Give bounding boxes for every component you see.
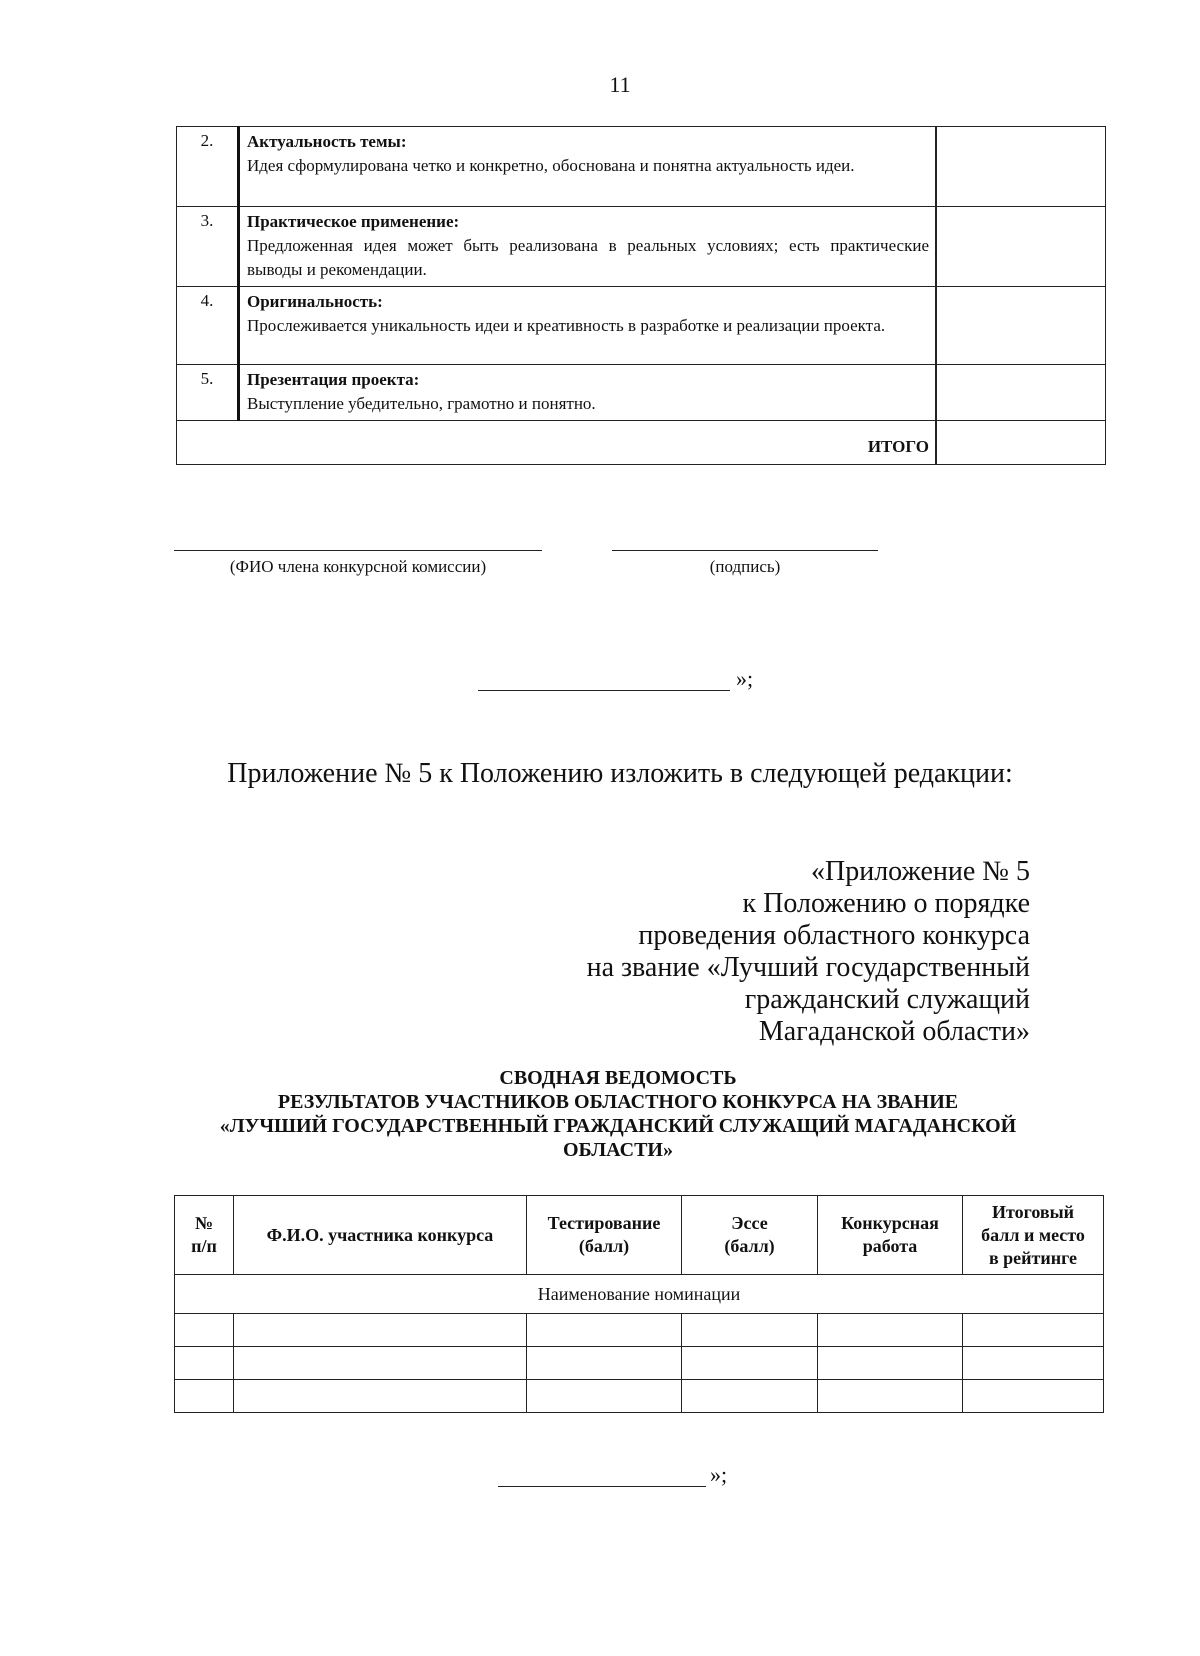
summary-table: [174, 1195, 1104, 1413]
heading-line: СВОДНАЯ ВЕДОМОСТЬ: [499, 1067, 737, 1089]
appendix-line: гражданский служащий: [744, 984, 1030, 1015]
empty-cell: [963, 1314, 1104, 1347]
criteria-description: [239, 127, 937, 207]
heading-line: РЕЗУЛЬТАТОВ УЧАСТНИКОВ ОБЛАСТНОГО КОНКУРСА НА ЗВАНИЕ: [277, 1091, 959, 1113]
heading-line: ОБЛАСТИ»: [563, 1139, 673, 1161]
empty-cell: [963, 1347, 1104, 1380]
col-header-name: [234, 1196, 527, 1275]
empty-cell: [818, 1347, 963, 1380]
header-line: Тестирование: [547, 1213, 661, 1233]
criteria-title: Оригинальность:: [247, 292, 383, 311]
criteria-text: Прослеживается уникальность идеи и креативность в разработке и реализации проекта.: [247, 316, 886, 335]
empty-cell: [682, 1380, 818, 1413]
empty-cell: [818, 1314, 963, 1347]
table-row: [175, 1380, 1104, 1413]
criteria-row: [177, 287, 1106, 365]
appendix-line: «Приложение № 5: [811, 856, 1030, 887]
header-line: балл и место: [981, 1224, 1085, 1245]
appendix-line: к Положению о порядке: [742, 888, 1030, 919]
criteria-title: Актуальность темы:: [247, 132, 407, 151]
page-number: 11: [609, 72, 631, 97]
criteria-num: 5.: [177, 365, 239, 421]
col-header-testing: [527, 1196, 682, 1275]
criteria-score-cell: [936, 365, 1106, 421]
name-signature-line: [174, 550, 542, 551]
heading-line: «ЛУЧШИЙ ГОСУДАРСТВЕННЫЙ ГРАЖДАНСКИЙ СЛУЖАЩИЙ МАГАДАНСКОЙ: [219, 1115, 1017, 1137]
criteria-row: [177, 207, 1106, 287]
empty-cell: [527, 1314, 682, 1347]
header-line: п/п: [191, 1236, 217, 1256]
criteria-description: [239, 365, 937, 421]
empty-cell: [963, 1380, 1104, 1413]
col-header-competition-work: [818, 1196, 963, 1275]
empty-cell: [175, 1314, 234, 1347]
header-line: №: [194, 1213, 214, 1233]
total-label: ИТОГО: [177, 421, 937, 465]
header-line: работа: [862, 1236, 918, 1256]
criteria-title: Практическое применение:: [247, 212, 460, 231]
col-header-number: [175, 1196, 234, 1275]
criteria-table: [176, 126, 1106, 465]
criteria-text: Идея сформулирована четко и конкретно, обоснована и понятна актуальность идеи.: [247, 156, 855, 175]
nomination-label: Наименование номинации: [175, 1275, 1104, 1314]
col-header-essay: [682, 1196, 818, 1275]
criteria-num: 3.: [177, 207, 239, 287]
criteria-num: 2.: [177, 127, 239, 207]
quote-end: »;: [736, 666, 754, 691]
signature-caption: (подпись): [709, 557, 781, 576]
blank-line: [498, 1486, 706, 1487]
empty-cell: [818, 1380, 963, 1413]
criteria-description: [239, 287, 937, 365]
empty-cell: [234, 1380, 527, 1413]
empty-cell: [527, 1347, 682, 1380]
name-caption: (ФИО члена конкурсной комиссии): [229, 557, 487, 576]
table-row: [175, 1347, 1104, 1380]
criteria-title: Презентация проекта:: [247, 370, 420, 389]
empty-cell: [682, 1347, 818, 1380]
summary-header-row: [175, 1196, 1104, 1275]
blank-line: [478, 690, 730, 691]
appendix-header: [587, 856, 1030, 1048]
empty-cell: [234, 1347, 527, 1380]
nomination-row: [175, 1275, 1104, 1314]
header-line: Конкурсная: [841, 1213, 939, 1233]
quote-end: »;: [710, 1462, 728, 1487]
criteria-total-row: [177, 421, 1106, 465]
criteria-score-cell: [936, 287, 1106, 365]
criteria-row: [177, 365, 1106, 421]
empty-cell: [527, 1380, 682, 1413]
criteria-row: [177, 127, 1106, 207]
header-line: (балл): [578, 1236, 630, 1256]
appendix-line: проведения областного конкурса: [638, 920, 1030, 951]
criteria-text: Предложенная идея может быть реализована в реальных условиях; есть практические выводы и рекомендации.: [247, 236, 929, 279]
appendix-line: Магаданской области»: [758, 1016, 1030, 1047]
empty-cell: [175, 1347, 234, 1380]
summary-heading: [174, 1066, 1062, 1162]
criteria-num: 4.: [177, 287, 239, 365]
criteria-score-cell: [936, 127, 1106, 207]
col-header-final-score: [963, 1196, 1104, 1275]
empty-cell: [234, 1314, 527, 1347]
empty-cell: [682, 1314, 818, 1347]
criteria-text: Выступление убедительно, грамотно и понятно.: [247, 394, 596, 413]
header-line: Эссе: [731, 1213, 768, 1233]
header-line: в рейтинге: [988, 1247, 1078, 1268]
criteria-score-cell: [936, 207, 1106, 287]
empty-cell: [175, 1380, 234, 1413]
header-line: Итоговый: [991, 1201, 1075, 1222]
appendix-line: на звание «Лучший государственный: [586, 952, 1030, 983]
amendment-paragraph: Приложение № 5 к Положению изложить в следующей редакции:: [227, 758, 1013, 789]
header-line: (балл): [724, 1236, 775, 1256]
signature-line: [612, 550, 878, 551]
table-row: [175, 1314, 1104, 1347]
header-line: Ф.И.О. участника конкурса: [266, 1224, 494, 1245]
total-score-cell: [936, 421, 1106, 465]
criteria-description: [239, 207, 937, 287]
